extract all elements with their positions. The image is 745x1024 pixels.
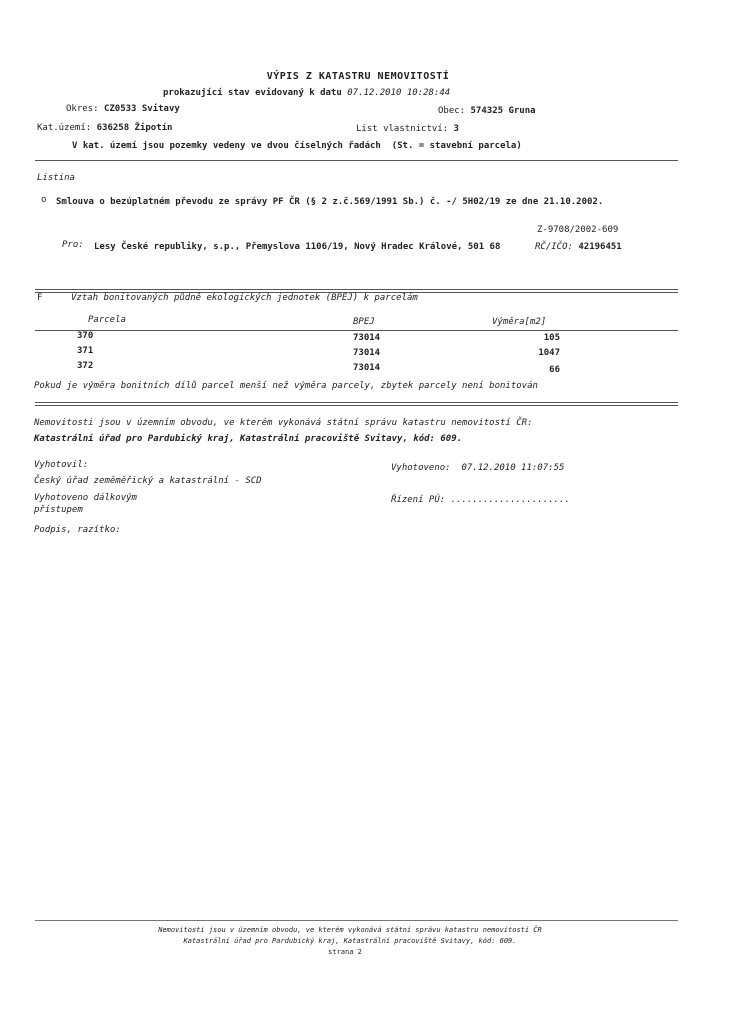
footer-divider bbox=[35, 920, 678, 921]
subtitle bbox=[163, 88, 450, 98]
col-header-parcela: Parcela bbox=[88, 315, 126, 325]
listina-heading: Listina bbox=[37, 173, 75, 183]
pro-value: Lesy České republiky, s.p., Přemyslova 1106/19, Nový Hradec Králové, 501 68 bbox=[94, 242, 501, 252]
lv-field bbox=[356, 124, 459, 134]
dalkovy-label: Vyhotoveno dálkovým přístupem bbox=[34, 493, 137, 515]
cell-vymera: 1047 bbox=[538, 348, 560, 358]
vyhotoveno-value: 07.12.2010 11:07:55 bbox=[461, 463, 565, 473]
cell-bpej: 73014 bbox=[353, 333, 381, 343]
col-header-bpej: BPEJ bbox=[353, 317, 375, 327]
section-letter: F bbox=[37, 293, 43, 303]
page-number: strana 2 bbox=[328, 948, 362, 956]
obec-value: 574325 Gruna bbox=[470, 106, 536, 116]
vyhotovil-label: Vyhotovil: bbox=[34, 460, 89, 470]
cell-vymera: 66 bbox=[549, 365, 560, 375]
rcico-field bbox=[535, 242, 622, 252]
divider bbox=[35, 402, 678, 403]
numbering-note-paren: (St. = stavební parcela) bbox=[391, 141, 522, 151]
cell-bpej: 73014 bbox=[353, 348, 381, 358]
table-header-divider bbox=[35, 330, 678, 331]
cell-bpej: 73014 bbox=[353, 363, 381, 373]
listina-ref: Z-9708/2002-609 bbox=[537, 225, 619, 235]
numbering-note-text: V kat. území jsou pozemky vedeny ve dvou číselných řadách bbox=[72, 141, 381, 151]
rizeni-field bbox=[391, 495, 570, 505]
subtitle-prefix: prokazující stav evidovaný k datu bbox=[163, 88, 342, 98]
podpis-label: Podpis, razítko: bbox=[34, 525, 121, 535]
katuzemi-value: 636258 Žipotín bbox=[96, 123, 173, 133]
section-title: Vztah bonitovaných půdně ekologických jednotek (BPEJ) k parcelám bbox=[71, 293, 418, 303]
col-header-vymera: Výměra[m2] bbox=[492, 317, 547, 327]
footer-line2: Katastrální úřad pro Pardubický kraj, Katastrální pracoviště Svitavy, kód: 609. bbox=[183, 937, 517, 945]
cell-parcela: 371 bbox=[77, 346, 94, 356]
cell-parcela: 372 bbox=[77, 361, 94, 371]
divider bbox=[35, 405, 678, 406]
vyhotoveno-field bbox=[391, 463, 564, 473]
cell-parcela: 370 bbox=[77, 331, 94, 341]
katuzemi-label: Kat.území: bbox=[37, 123, 92, 133]
divider bbox=[35, 160, 678, 161]
okres-field bbox=[66, 104, 180, 114]
katuzemi-field bbox=[37, 123, 172, 133]
office-line1: Nemovitosti jsou v územním obvodu, ve kterém vykonává státní správu katastru nemovitostí ČR: bbox=[34, 418, 533, 428]
cell-vymera: 105 bbox=[543, 333, 560, 343]
numbering-note bbox=[72, 141, 522, 151]
rizeni-value: ...................... bbox=[450, 495, 570, 505]
okres-label: Okres: bbox=[66, 104, 99, 114]
divider bbox=[35, 289, 678, 290]
listina-text: Smlouva o bezúplatném převodu ze správy PF ČR (§ 2 z.č.569/1991 Sb.) č. -/ 5H02/19 ze dne 21.10.2002. bbox=[56, 197, 604, 207]
listina-bullet: o bbox=[41, 195, 47, 205]
vyhotovil-value: Český úřad zeměměřický a katastrální - SCD bbox=[34, 476, 262, 486]
office-line2: Katastrální úřad pro Pardubický kraj, Katastrální pracoviště Svitavy, kód: 609. bbox=[34, 434, 463, 444]
rcico-value: 42196451 bbox=[578, 242, 622, 252]
vyhotoveno-label: Vyhotoveno: bbox=[391, 463, 451, 473]
okres-value: CZ0533 Svitavy bbox=[103, 104, 180, 114]
bpej-note: Pokud je výměra bonitních dílů parcel menší než výměra parcely, zbytek parcely není bonitován bbox=[34, 381, 538, 391]
pro-label: Pro: bbox=[62, 240, 84, 250]
rcico-label: RČ/IČO: bbox=[535, 242, 573, 252]
lv-label: List vlastnictví: bbox=[356, 124, 449, 134]
obec-field bbox=[438, 106, 536, 116]
footer-line1: Nemovitosti jsou v územním obvodu, ve kterém vykonává státní správu katastru nemovitostí ČR bbox=[158, 926, 542, 934]
subtitle-date: 07.12.2010 10:28:44 bbox=[347, 88, 451, 98]
obec-label: Obec: bbox=[438, 106, 466, 116]
document-title: VÝPIS Z KATASTRU NEMOVITOSTÍ bbox=[266, 71, 450, 82]
lv-value: 3 bbox=[453, 124, 459, 134]
rizeni-label: Řízení PÚ: bbox=[391, 495, 446, 505]
